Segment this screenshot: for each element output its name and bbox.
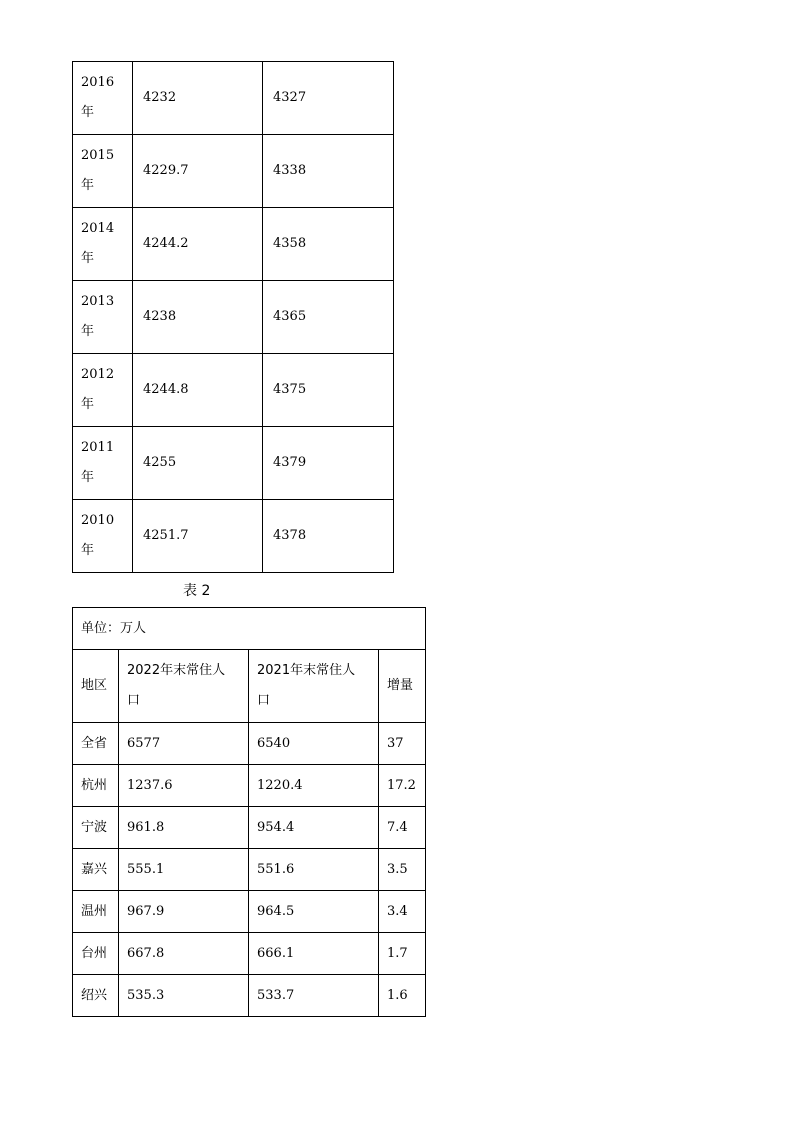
increase-cell: 17.2 — [379, 765, 426, 807]
unit-label: 单位：万人 — [73, 608, 426, 650]
value-cell-2: 4365 — [263, 281, 394, 354]
pop-2022-cell: 535.3 — [119, 975, 249, 1017]
header-2022-line2: 口 — [127, 693, 141, 708]
value-cell-1: 4255 — [133, 427, 263, 500]
table-row — [73, 807, 426, 849]
value-cell-1: 4232 — [133, 62, 263, 135]
header-2021 — [249, 650, 379, 723]
region-cell: 台州 — [73, 933, 119, 975]
region-cell: 宁波 — [73, 807, 119, 849]
header-2021-line2: 口 — [257, 693, 271, 708]
year-number: 2015 — [81, 148, 115, 163]
table-row — [73, 723, 426, 765]
value-cell-1: 4238 — [133, 281, 263, 354]
year-suffix: 年 — [81, 543, 95, 558]
year-number: 2011 — [81, 440, 115, 455]
year-number: 2012 — [81, 367, 115, 382]
year-suffix: 年 — [81, 178, 95, 193]
table-row — [73, 975, 426, 1017]
increase-cell: 3.5 — [379, 849, 426, 891]
table-row — [73, 500, 394, 573]
table-row — [73, 933, 426, 975]
pop-2022-cell: 6577 — [119, 723, 249, 765]
table-row — [73, 208, 394, 281]
region-cell: 绍兴 — [73, 975, 119, 1017]
year-cell — [73, 281, 133, 354]
year-cell — [73, 500, 133, 573]
year-suffix: 年 — [81, 324, 95, 339]
pop-2022-cell: 967.9 — [119, 891, 249, 933]
pop-2021-cell: 666.1 — [249, 933, 379, 975]
value-cell-2: 4375 — [263, 354, 394, 427]
increase-cell: 1.7 — [379, 933, 426, 975]
increase-cell: 3.4 — [379, 891, 426, 933]
pop-2022-cell: 961.8 — [119, 807, 249, 849]
header-2021-line1: 2021年末常住人 — [257, 663, 356, 678]
region-cell: 嘉兴 — [73, 849, 119, 891]
year-suffix: 年 — [81, 470, 95, 485]
pop-2022-cell: 1237.6 — [119, 765, 249, 807]
value-cell-1: 4251.7 — [133, 500, 263, 573]
year-cell — [73, 135, 133, 208]
value-cell-2: 4338 — [263, 135, 394, 208]
region-cell: 全省 — [73, 723, 119, 765]
year-number: 2013 — [81, 294, 115, 309]
pop-2021-cell: 1220.4 — [249, 765, 379, 807]
increase-cell: 37 — [379, 723, 426, 765]
header-region: 地区 — [73, 650, 119, 723]
header-2022-line1: 2022年末常住人 — [127, 663, 226, 678]
value-cell-2: 4379 — [263, 427, 394, 500]
year-cell — [73, 354, 133, 427]
population-table-2 — [72, 607, 426, 1017]
year-suffix: 年 — [81, 105, 95, 120]
value-cell-1: 4229.7 — [133, 135, 263, 208]
region-cell: 杭州 — [73, 765, 119, 807]
pop-2022-cell: 555.1 — [119, 849, 249, 891]
table-row — [73, 765, 426, 807]
increase-cell: 1.6 — [379, 975, 426, 1017]
value-cell-1: 4244.2 — [133, 208, 263, 281]
year-number: 2010 — [81, 513, 115, 528]
value-cell-2: 4378 — [263, 500, 394, 573]
table-row — [73, 891, 426, 933]
year-number: 2016 — [81, 75, 115, 90]
year-number: 2014 — [81, 221, 115, 236]
table-row — [73, 849, 426, 891]
year-suffix: 年 — [81, 397, 95, 412]
header-increase: 增量 — [379, 650, 426, 723]
region-cell: 温州 — [73, 891, 119, 933]
table-row — [73, 354, 394, 427]
value-cell-1: 4244.8 — [133, 354, 263, 427]
year-cell — [73, 208, 133, 281]
header-2022 — [119, 650, 249, 723]
value-cell-2: 4327 — [263, 62, 394, 135]
pop-2021-cell: 6540 — [249, 723, 379, 765]
year-cell — [73, 427, 133, 500]
pop-2022-cell: 667.8 — [119, 933, 249, 975]
pop-2021-cell: 551.6 — [249, 849, 379, 891]
table-row — [73, 62, 394, 135]
population-table-1 — [72, 61, 394, 573]
year-cell — [73, 62, 133, 135]
pop-2021-cell: 533.7 — [249, 975, 379, 1017]
year-suffix: 年 — [81, 251, 95, 266]
increase-cell: 7.4 — [379, 807, 426, 849]
pop-2021-cell: 954.4 — [249, 807, 379, 849]
table-row — [73, 135, 394, 208]
table-row — [73, 281, 394, 354]
table-row — [73, 427, 394, 500]
table-2-caption: 表 2 — [183, 583, 211, 599]
pop-2021-cell: 964.5 — [249, 891, 379, 933]
value-cell-2: 4358 — [263, 208, 394, 281]
